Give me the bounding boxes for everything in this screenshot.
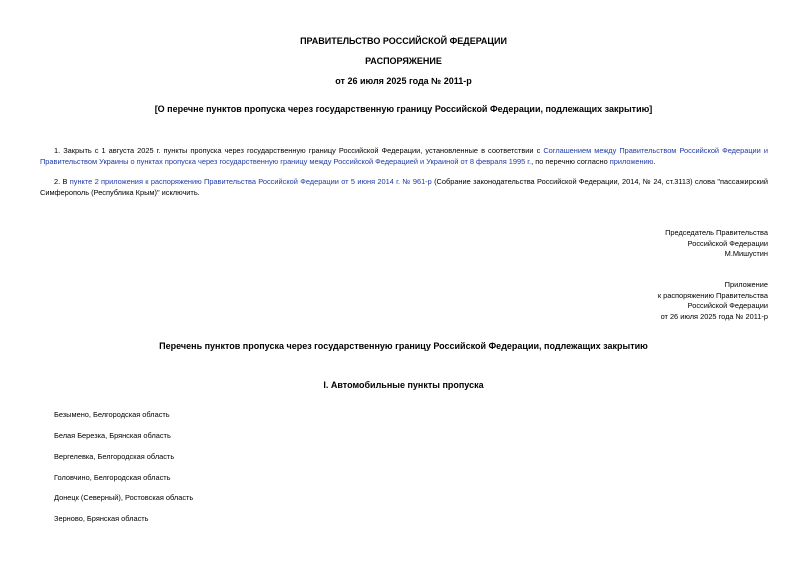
doc-type: РАСПОРЯЖЕНИЕ xyxy=(365,56,442,66)
list-item: Головчино, Белгородская область xyxy=(54,473,171,482)
list-title: Перечень пунктов пропуска через государственную границу Российской Федерации, подлежащих закрытию xyxy=(159,341,648,351)
p2-text-2: (Собрание законодательства Российской Федерации, 2014, № 24, ст.3113) слова "пассажирский Симферополь (Республика Крым)" исключить. xyxy=(40,177,768,197)
section-1-title: I. Автомобильные пункты пропуска xyxy=(323,380,484,390)
org-title: ПРАВИТЕЛЬСТВО РОССИЙСКОЙ ФЕДЕРАЦИИ xyxy=(300,36,507,46)
signature-name: М.Мишустин xyxy=(724,249,768,258)
appendix-org: Российской Федерации xyxy=(687,301,768,310)
appendix-link[interactable]: приложению xyxy=(609,157,654,166)
p1-text-3: . xyxy=(653,157,656,166)
paragraph-2 xyxy=(40,176,768,198)
list-item: Донецк (Северный), Ростовская область xyxy=(54,493,194,502)
appendix-ref: к распоряжению Правительства xyxy=(657,290,768,300)
signature-position: Председатель Правительства xyxy=(665,228,768,237)
signature-block xyxy=(665,228,768,260)
list-item: Белая Березка, Брянская область xyxy=(54,431,171,440)
paragraph-1 xyxy=(40,145,768,167)
p2-text-1: 2. В xyxy=(54,177,70,186)
doc-date-number: от 26 июля 2025 года № 2011-р xyxy=(335,76,472,86)
list-item: Безымено, Белгородская область xyxy=(54,410,170,419)
order-961-link[interactable]: пункте 2 приложения к распоряжению Правительства Российской Федерации от 5 июня 2014 г. № 961-р xyxy=(69,177,432,186)
list-item: Вергелевка, Белгородская область xyxy=(54,452,175,461)
appendix-header xyxy=(658,280,768,322)
appendix-date: от 26 июля 2025 года № 2011-р xyxy=(660,311,768,321)
signature-org: Российской Федерации xyxy=(687,238,768,248)
appendix-label: Приложение xyxy=(724,280,768,289)
list-item: Зерново, Брянская область xyxy=(54,514,149,523)
p1-text-1: 1. Закрыть с 1 августа 2025 г. пункты пропуска через государственную границу Российской Федерации, установленные в соответствии с xyxy=(54,146,544,155)
agreement-1995-link[interactable]: Соглашением между Правительством Российской Федерации и Правительством Украины о пунктах пропуска через государственную границу между Российской Федерацией и Украиной от 8 февраля 1995 г. xyxy=(40,146,768,166)
p1-text-2: , по перечню согласно xyxy=(531,157,610,166)
doc-subject: [О перечне пунктов пропуска через государственную границу Российской Федерации, подлежащих закрытию] xyxy=(154,104,653,114)
